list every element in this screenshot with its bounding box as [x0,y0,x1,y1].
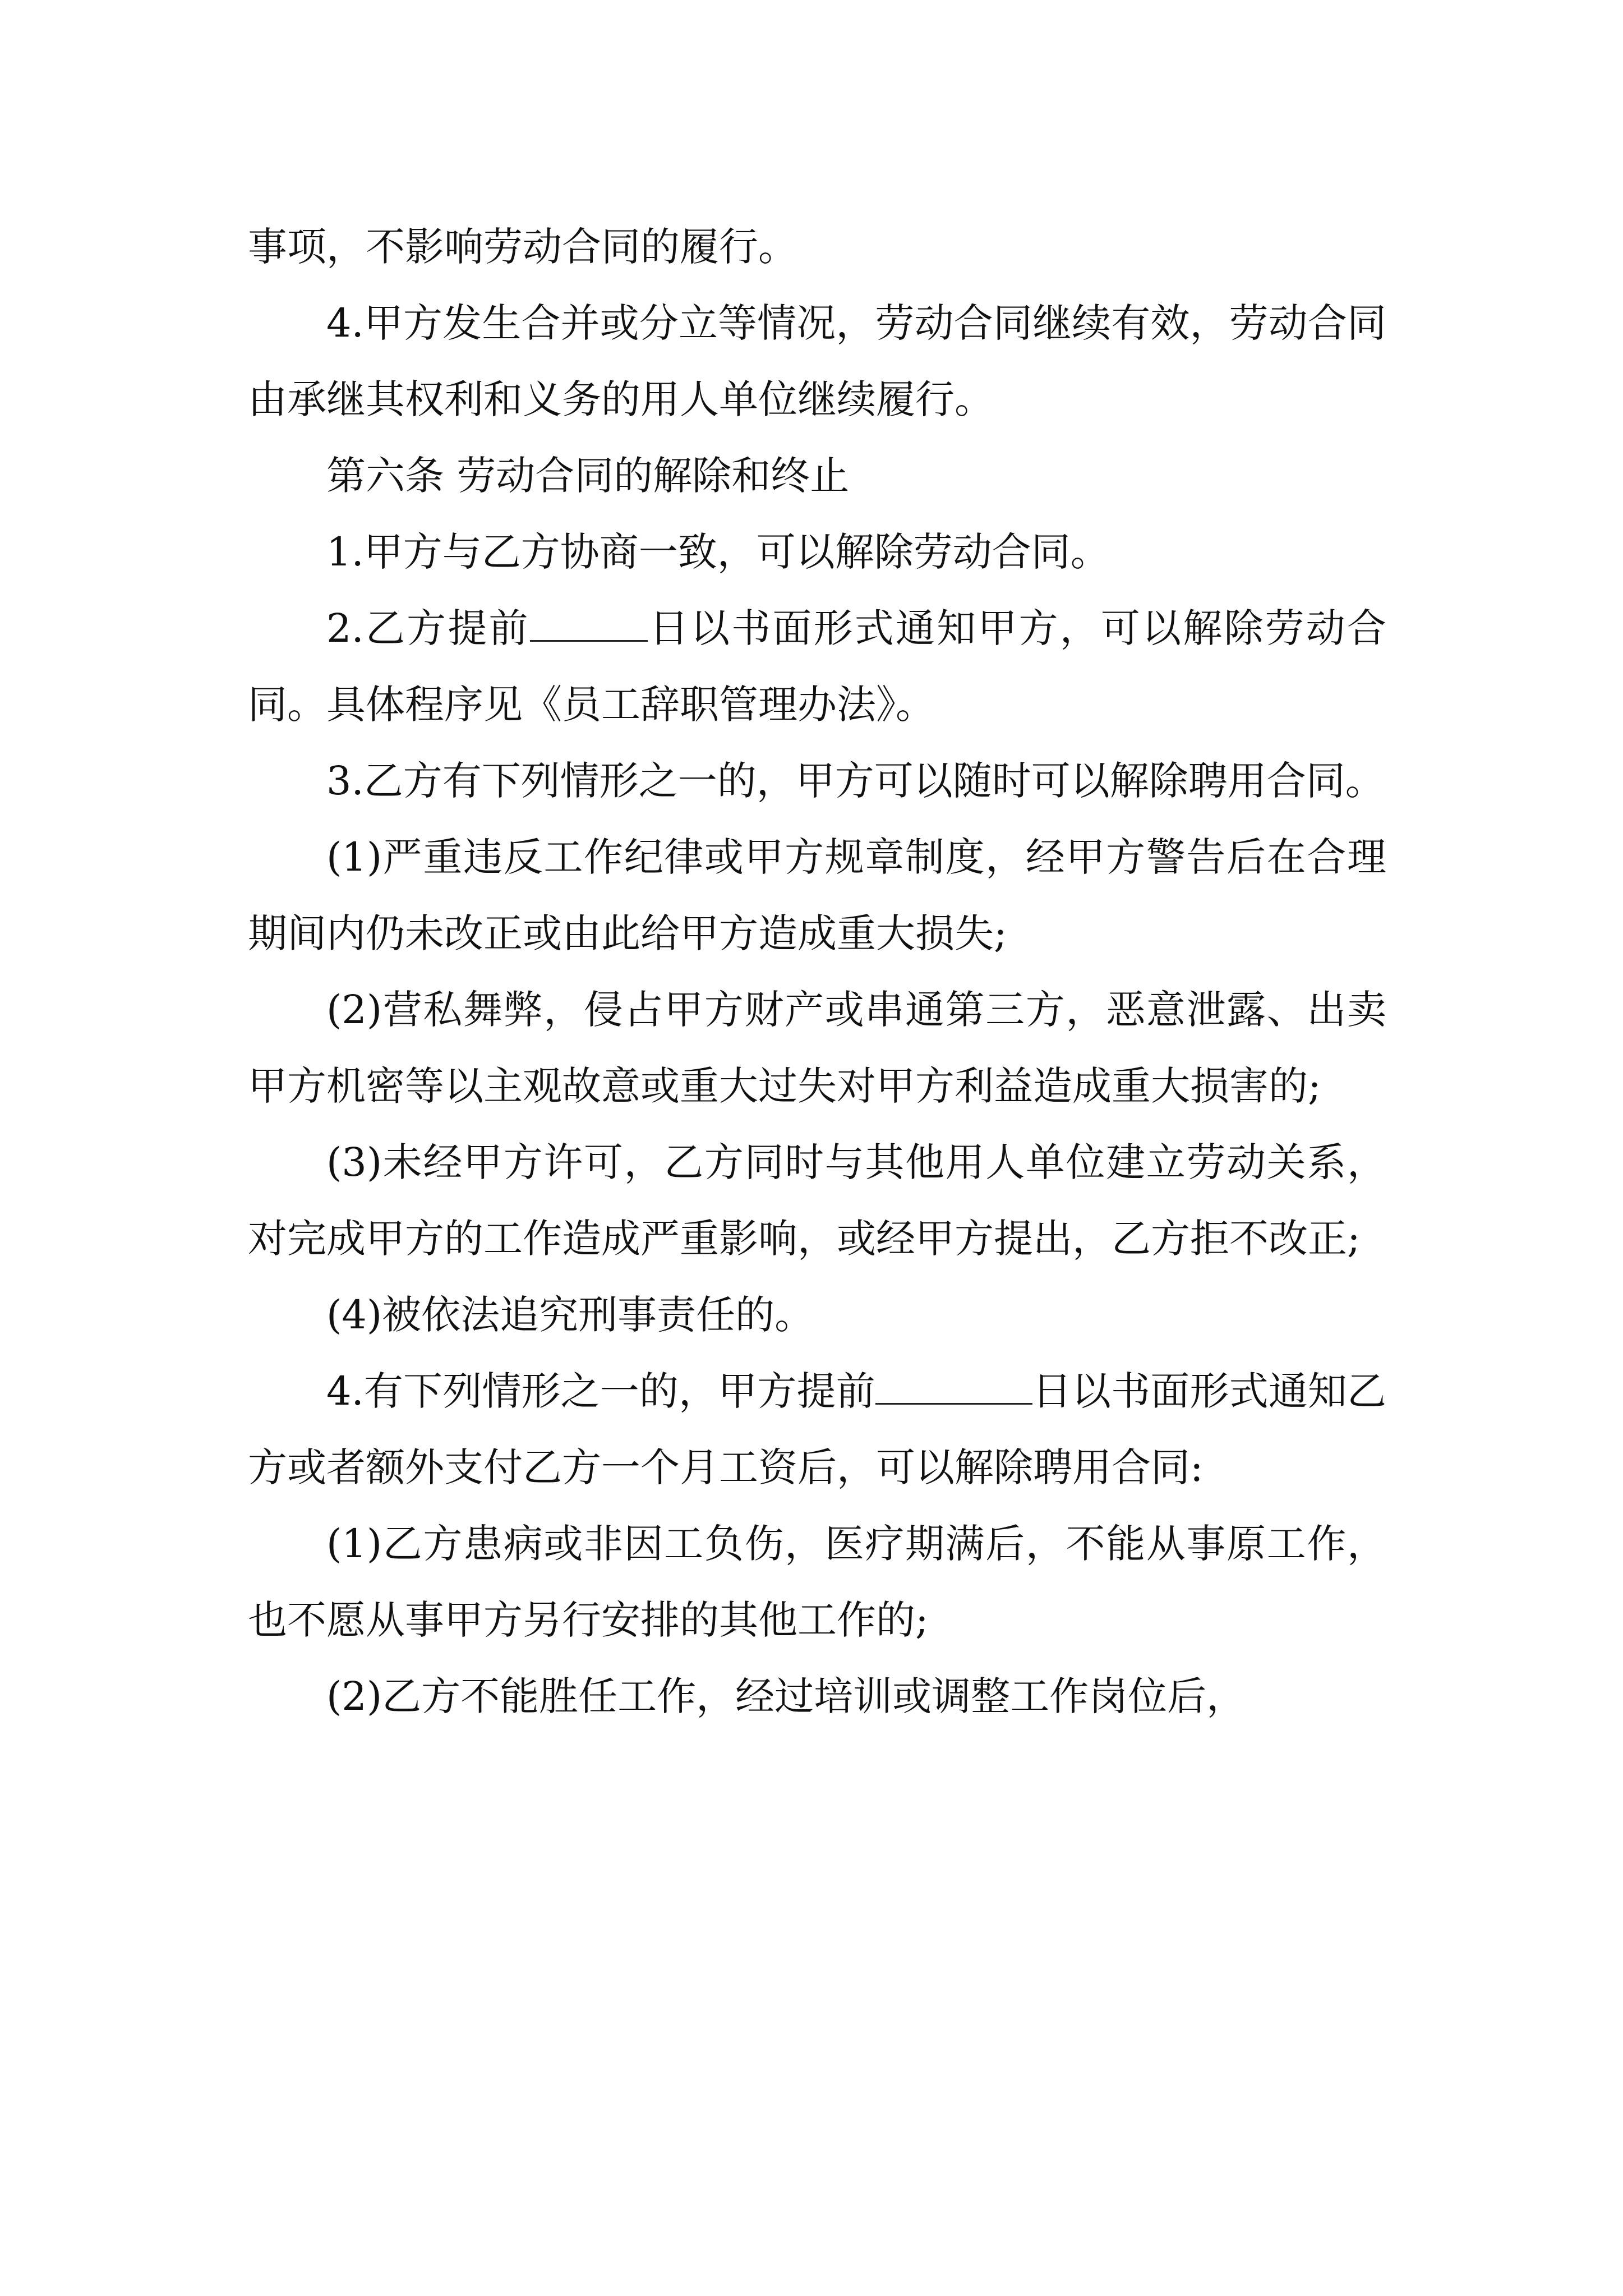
paragraph-item-2-resignation-notice [248,590,1386,743]
paragraph-item-4-merger: 4.甲方发生合并或分立等情况，劳动合同继续有效，劳动合同由承继其权利和义务的用人单位继续履行。 [248,300,1386,422]
sub-item-2-misconduct: (2)营私舞弊，侵占甲方财产或串通第三方，恶意泄露、出卖甲方机密等以主观故意或重大过失对甲方利益造成重大损害的; [248,987,1386,1109]
fill-in-blank-days [530,609,648,642]
sub-item-3-dual-employment: (3)未经甲方许可，乙方同时与其他用人单位建立劳动关系，对完成甲方的工作造成严重影响，或经甲方提出，乙方拒不改正; [248,1139,1386,1262]
document-body [248,209,1386,1734]
paragraph-continuation: 事项，不影响劳动合同的履行。 [248,224,797,270]
text-segment: 日以书面形式通知乙方或者额外支付乙方一个月工资后，可以解除聘用合同: [248,1368,1387,1490]
sub-item-2-incompetence: (2)乙方不能胜任工作，经过培训或调整工作岗位后， [326,1673,1246,1719]
text-segment: 2.乙方提前 [326,605,530,651]
text-segment: 4.有下列情形之一的，甲方提前 [326,1368,875,1414]
paragraph-item-1-mutual-agreement: 1.甲方与乙方协商一致，可以解除劳动合同。 [326,529,1110,575]
paragraph-item-4-notice-termination [248,1353,1386,1506]
text-segment: 日以书面形式通知甲方，可以解除劳动合同。具体程序见《员工辞职管理办法》。 [248,605,1386,728]
fill-in-blank-days [875,1372,1032,1405]
sub-item-1-discipline: (1)严重违反工作纪律或甲方规章制度，经甲方警告后在合理期间内仍未改正或由此给甲方造成重大损失; [248,834,1386,956]
sub-item-4-criminal-liability: (4)被依法追究刑事责任的。 [326,1292,814,1338]
sub-item-1-illness: (1)乙方患病或非因工负伤，医疗期满后，不能从事原工作，也不愿从事甲方另行安排的其他工作的; [248,1521,1386,1643]
paragraph-item-3-dismissal-conditions: 3.乙方有下列情形之一的，甲方可以随时可以解除聘用合同。 [326,758,1385,804]
article-6-heading: 第六条 劳动合同的解除和终止 [326,453,850,499]
